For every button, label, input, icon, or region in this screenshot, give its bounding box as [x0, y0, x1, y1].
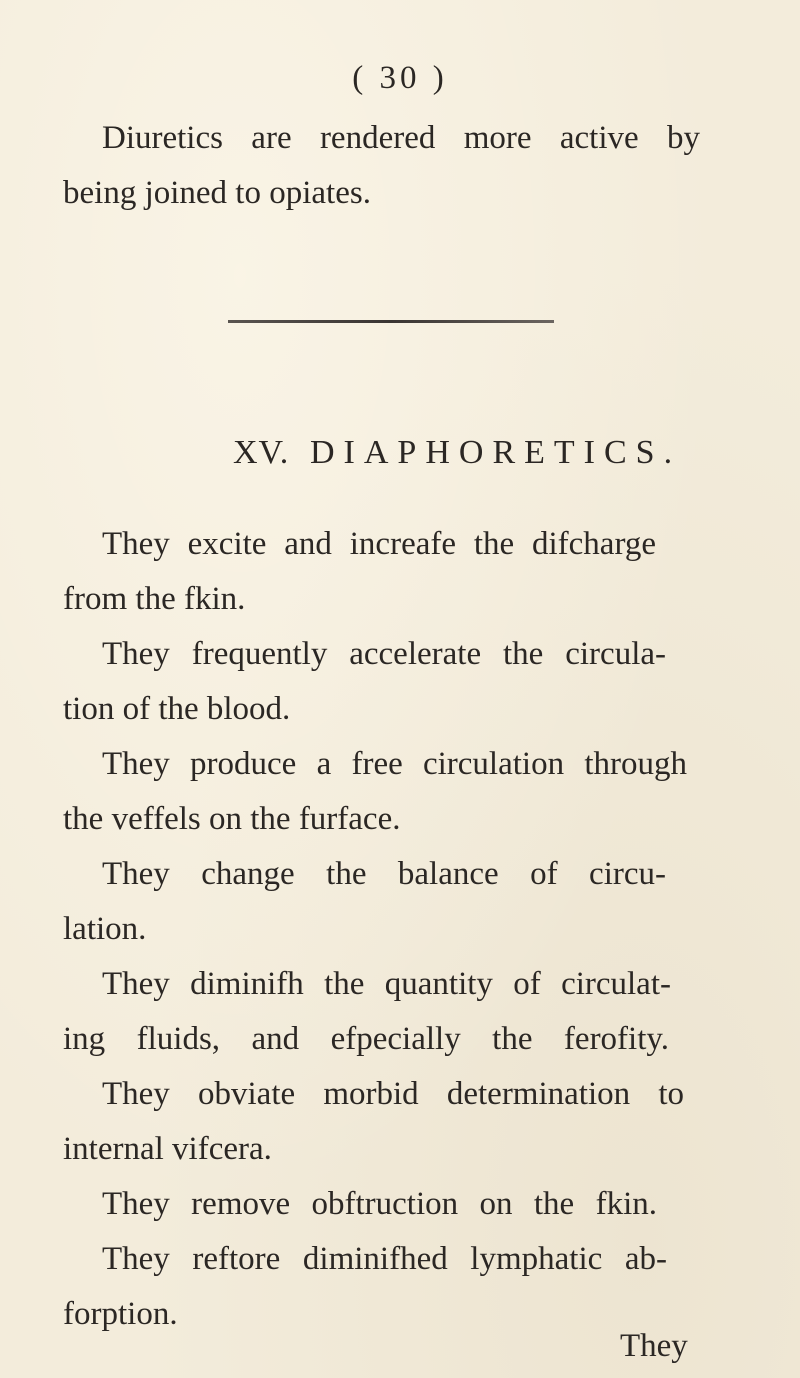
- body-line-12: internal vifcera.: [63, 1131, 272, 1167]
- intro-line-1: Diuretics are rendered more active by: [102, 120, 700, 156]
- body-line-9: They diminifh the quantity of circulat-: [102, 966, 671, 1002]
- body-line-6: the veffels on the furface.: [63, 801, 401, 837]
- page-number: ( 30 ): [352, 60, 448, 96]
- body-line-14: They reftore diminifhed lymphatic ab-: [102, 1241, 667, 1277]
- intro-line-2: being joined to opiates.: [63, 175, 371, 211]
- body-line-2: from the fkin.: [63, 581, 246, 617]
- body-line-3: They frequently accelerate the circula-: [102, 636, 666, 672]
- section-divider-rule: [228, 320, 554, 323]
- catchword: They: [620, 1328, 688, 1364]
- body-line-7: They change the balance of circu-: [102, 856, 666, 892]
- section-heading: DIAPHORETICS.: [310, 434, 682, 471]
- body-line-5: They produce a free circulation through: [102, 746, 687, 782]
- body-line-1: They excite and increafe the difcharge: [102, 526, 656, 562]
- body-line-15: forption.: [63, 1296, 178, 1332]
- section-number: XV.: [233, 434, 290, 471]
- body-line-11: They obviate morbid determination to: [102, 1076, 684, 1112]
- body-line-8: lation.: [63, 911, 147, 947]
- body-line-4: tion of the blood.: [63, 691, 291, 727]
- body-line-13: They remove obftruction on the fkin.: [102, 1186, 657, 1222]
- body-line-10: ing fluids, and efpecially the ferofity.: [63, 1021, 669, 1057]
